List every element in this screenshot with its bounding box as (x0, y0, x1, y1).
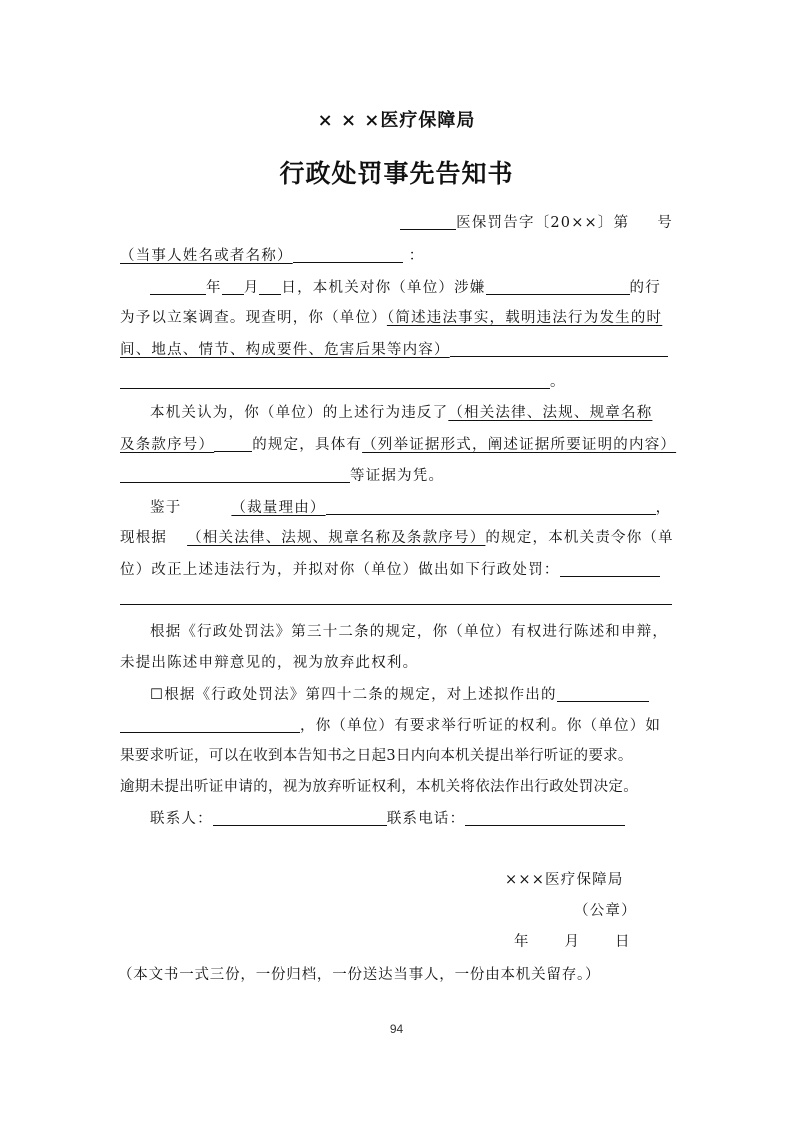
p5-line2 (120, 714, 673, 736)
p2-line2 (120, 433, 677, 455)
party-line (120, 244, 673, 266)
month-blank[interactable] (222, 276, 244, 295)
footnote: （本文书一式三份，一份归档，一份送达当事人，一份由本机关留存。） (118, 967, 601, 983)
p2-line1 (120, 402, 673, 424)
reference-number-line (120, 211, 673, 233)
contact-person-field[interactable] (213, 807, 387, 826)
ref-text: 医保罚告字〔20××〕第 (456, 215, 630, 231)
penalty-blank-2[interactable] (120, 604, 672, 605)
p5-l3: 果要求听证，可以在收到本告知书之日起3日内向本机关提出举行听证的要求。 (120, 748, 633, 764)
page-number: 94 (389, 1022, 404, 1036)
p1-line1 (120, 276, 673, 298)
law-hint: （相关法律、法规、规章名称 (448, 405, 653, 421)
p1-line3 (120, 338, 673, 360)
sign-day: 日 (615, 934, 630, 950)
p1-line2 (120, 307, 673, 329)
p2-l3: 等证据为凭。 (350, 468, 445, 484)
p4-line1 (120, 621, 673, 643)
facts-hint: （简述违法事实，载明违法行为发生的时 (386, 310, 663, 326)
contact-phone-label: 联系电话： (386, 811, 466, 827)
facts-hint-cont: 间、地点、情节、构成要件、危害后果等内容） (120, 342, 450, 358)
p1-end: 的行 (629, 280, 661, 296)
year-blank[interactable] (150, 276, 206, 295)
p2-line3 (120, 464, 673, 486)
document-title: 行政处罚事先告知书 (279, 159, 514, 188)
p5-l4: 逾期未提出听证申请的，视为放弃听证权利，本机关将依法作出行政处罚决定。 (120, 779, 638, 795)
day-blank[interactable] (259, 276, 281, 295)
agency-header: × × ×医疗保障局 (317, 110, 476, 131)
evidence-blank[interactable] (120, 464, 350, 483)
discretion-hint: （裁量理由） (231, 500, 326, 516)
p2-l2b: 的规定，具体有 (252, 437, 363, 453)
party-colon: ： (408, 248, 425, 264)
p1-period: 。 (550, 374, 566, 390)
p2-l1a: 本机关认为，你（单位）的上述行为违反了 (150, 405, 449, 421)
ref-prefix-blank[interactable] (400, 211, 456, 230)
hearing-penalty-blank[interactable] (557, 683, 649, 702)
evidence-hint: （列举证据形式，阐述证据所要证明的内容） (362, 437, 677, 453)
party-label: （当事人姓名或者名称） (120, 248, 293, 264)
sign-year: 年 (514, 934, 529, 950)
signature-seal: （公章） (574, 903, 637, 919)
p3-l2c: 的规定，本机关责令你（单 (485, 530, 674, 546)
signature-date (514, 930, 630, 951)
p5-line4 (120, 776, 673, 798)
p3-l3: 位）改正上述违法行为，并拟对你（单位）做出如下行政处罚： (120, 562, 560, 578)
p5-line1 (120, 683, 673, 705)
p3-l1a: 鉴于 (150, 500, 182, 516)
p4-l2: 未提出陈述申辩意见的，视为放弃此权利。 (120, 655, 419, 671)
hearing-penalty-blank-2[interactable] (120, 714, 300, 733)
law-hint-cont: 及条款序号） (120, 437, 215, 453)
contact-person-label: 联系人： (150, 811, 213, 827)
p3-l2a: 现根据 (120, 530, 168, 546)
signature-agency: ×××医疗保障局 (505, 872, 624, 888)
suspected-violation-blank[interactable] (486, 276, 630, 295)
p3-comma: ， (655, 500, 672, 516)
p1-l2a: 为予以立案调查。现查明，你（单位） (120, 310, 387, 326)
p4-line2 (120, 652, 673, 674)
p5-l2: ，你（单位）有要求举行听证的权利。你（单位）如 (300, 718, 662, 734)
p5-line3 (120, 745, 673, 767)
law-basis-hint: （相关法律、法规、规章名称及条款序号） (187, 530, 486, 546)
discretion-blank[interactable] (326, 496, 656, 515)
contact-line (120, 807, 673, 829)
facts-blank[interactable] (450, 338, 668, 357)
p5-l1: 根据《行政处罚法》第四十二条的规定，对上述拟作出的 (164, 687, 557, 703)
p1-line4 (120, 370, 673, 392)
year-label: 年 (206, 280, 222, 296)
p3-line1 (120, 496, 673, 518)
p3-line3 (120, 558, 673, 580)
law-blank[interactable] (214, 433, 252, 452)
p3-line2 (120, 527, 673, 549)
p1-text: 日，本机关对你（单位）涉嫌 (281, 280, 486, 296)
facts-blank-2[interactable] (120, 370, 550, 389)
ref-suffix: 号 (657, 215, 673, 231)
party-name-blank[interactable] (293, 244, 403, 263)
hearing-checkbox[interactable]: ☐ (150, 687, 165, 703)
month-label: 月 (243, 280, 260, 296)
sign-month: 月 (564, 934, 579, 950)
p4-l1: 根据《行政处罚法》第三十二条的规定，你（单位）有权进行陈述和申辩， (150, 624, 669, 640)
contact-phone-field[interactable] (465, 807, 625, 826)
penalty-blank[interactable] (560, 558, 660, 577)
